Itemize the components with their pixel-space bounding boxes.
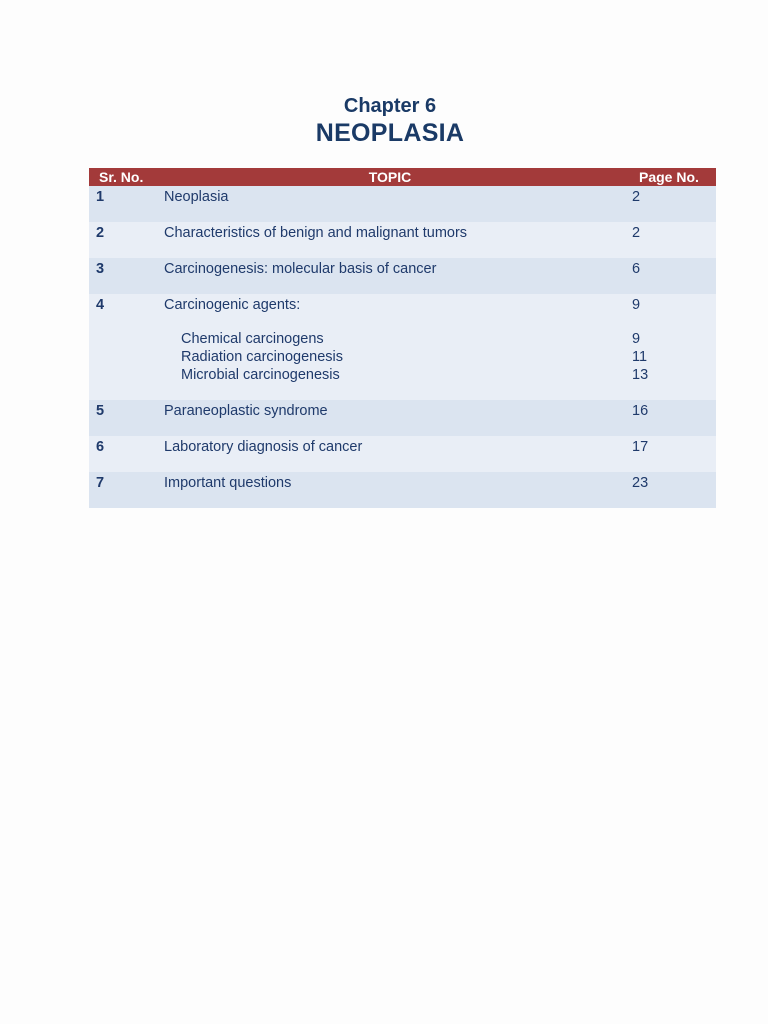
subitem-page-no: 13	[632, 367, 649, 383]
subitem-topic: Microbial carcinogenesis	[181, 367, 340, 383]
chapter-label: Chapter 6	[343, 95, 437, 117]
table-row	[89, 400, 716, 436]
row-topic: Characteristics of benign and malignant tumors	[164, 225, 468, 241]
row-sr-no: 7	[96, 475, 105, 491]
row-page-no: 23	[632, 475, 649, 491]
table-row	[89, 436, 716, 472]
table-header	[89, 168, 716, 186]
header-topic: TOPIC	[368, 169, 412, 185]
row-page-no: 17	[632, 439, 649, 455]
row-topic: Important questions	[164, 475, 292, 491]
subitem-page-no: 11	[632, 349, 648, 365]
table-of-contents	[89, 168, 716, 508]
table-row	[89, 472, 716, 508]
row-sr-no: 1	[96, 189, 105, 205]
row-page-no: 6	[632, 261, 641, 277]
row-sr-no: 5	[96, 403, 105, 419]
row-topic: Neoplasia	[164, 189, 229, 205]
table-row	[89, 186, 716, 222]
row-page-no: 2	[632, 225, 641, 241]
table-row	[89, 258, 716, 294]
header-page-no: Page No.	[639, 169, 699, 185]
row-topic: Carcinogenic agents:	[164, 297, 301, 313]
row-topic: Carcinogenesis: molecular basis of cancer	[164, 261, 437, 277]
chapter-title: NEOPLASIA	[315, 119, 465, 147]
row-page-no: 2	[632, 189, 641, 205]
subitem-page-no: 9	[632, 331, 641, 347]
row-page-no: 16	[632, 403, 649, 419]
row-sr-no: 4	[96, 297, 105, 313]
row-sr-no: 6	[96, 439, 105, 455]
row-page-no: 9	[632, 297, 641, 313]
row-sr-no: 3	[96, 261, 105, 277]
table-row	[89, 222, 716, 258]
subitem-topic: Chemical carcinogens	[181, 331, 324, 347]
header-sr-no: Sr. No.	[99, 169, 144, 185]
title-block	[0, 94, 768, 148]
row-topic: Laboratory diagnosis of cancer	[164, 439, 363, 455]
table-row	[89, 294, 716, 400]
subitem-topic: Radiation carcinogenesis	[181, 349, 344, 365]
row-sr-no: 2	[96, 225, 105, 241]
row-topic: Paraneoplastic syndrome	[164, 403, 328, 419]
